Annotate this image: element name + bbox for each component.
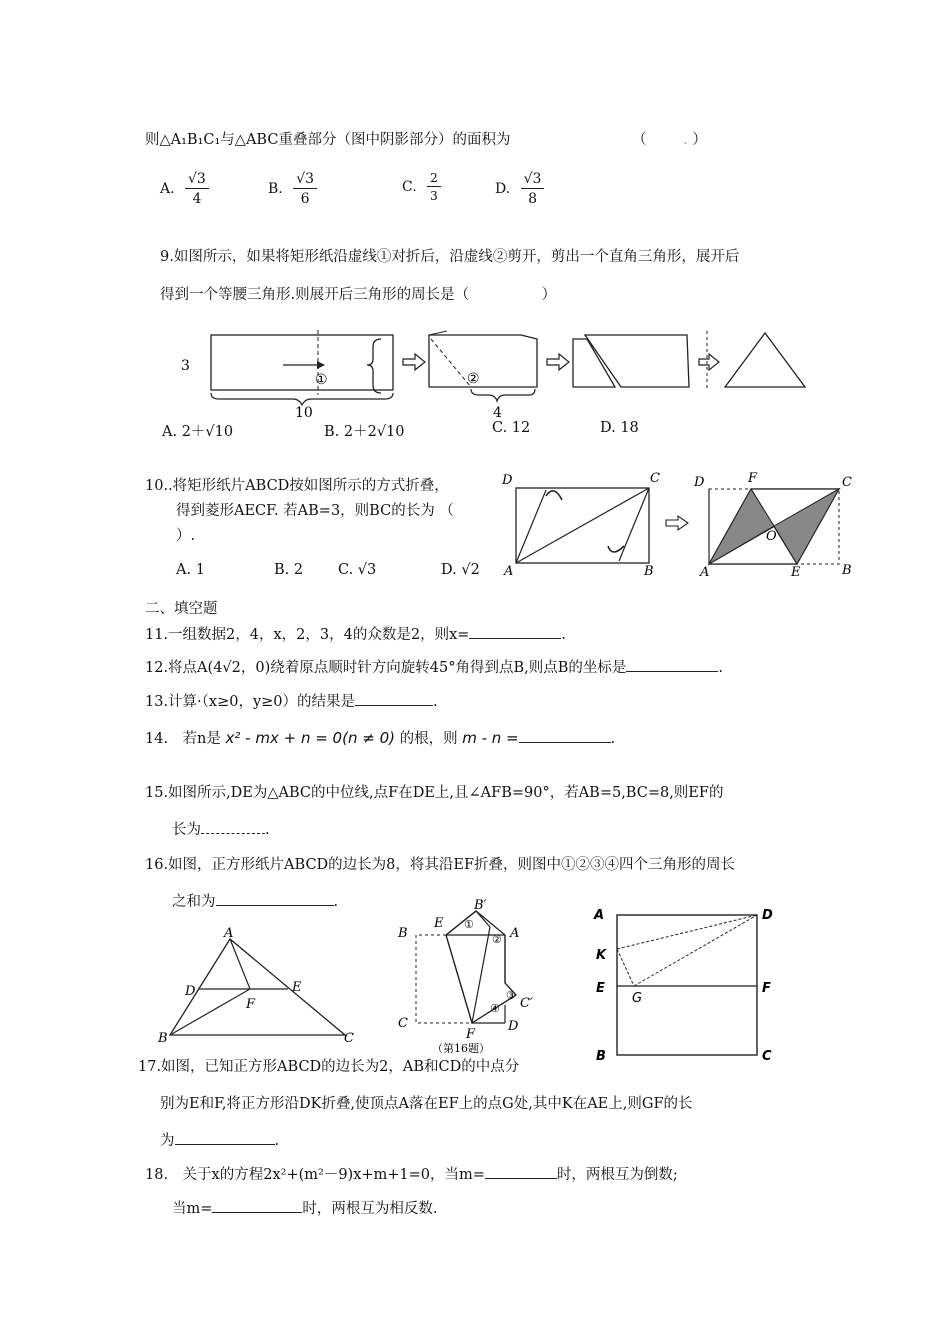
q12-text: 12.将点A(4√2，0)绕着原点顺时针方向旋转45°角得到点B,则点B的坐标是: [145, 660, 627, 676]
q13: 13.计算·（x≥0，y≥0）的结果是 .: [145, 690, 438, 711]
label-F: F: [246, 997, 256, 1012]
brace-4: [471, 389, 535, 401]
q17-line3-text: 为: [160, 1133, 175, 1149]
fold-arrow-icon: [608, 546, 624, 552]
q15-figure: [150, 925, 365, 1047]
q10-option-b: B. 2: [274, 562, 304, 578]
q10-line2: 得到菱形AECF. 若AB=3，则BC的长为 （: [176, 503, 454, 519]
paren-open: （: [632, 132, 647, 148]
arrow-head-icon: [317, 361, 325, 369]
option-denominator: 3: [430, 189, 438, 203]
q14: 14. 若n是 x² - mx + n = 0(n ≠ 0) 的根，则 m - n = .: [145, 729, 616, 747]
label-A: A: [700, 565, 710, 580]
q8-option-b: [268, 172, 317, 206]
label-A: A: [510, 926, 520, 941]
label-D: D: [694, 475, 705, 490]
option-letter: A.: [160, 181, 175, 197]
label-F: F: [466, 1027, 476, 1042]
circle-2: ②: [492, 933, 502, 946]
label-B: B: [158, 1031, 168, 1046]
q10-line3: ）.: [176, 528, 196, 544]
square-abcd: [617, 915, 757, 1055]
label-A: A: [594, 908, 605, 923]
q18-line1-end: 时，两根互为倒数;: [556, 1167, 678, 1183]
answer-blank[interactable]: [355, 691, 433, 706]
label-F: F: [748, 471, 758, 486]
answer-blank[interactable]: [469, 624, 561, 639]
q16-figure: [392, 895, 552, 1057]
q16-line2-text: 之和为: [172, 894, 216, 910]
remaining-piece: [585, 335, 689, 387]
circle-4: ④: [490, 1002, 500, 1015]
label-D: D: [185, 984, 196, 999]
q17-figure: [590, 903, 790, 1065]
label-C-prime: C′: [520, 996, 533, 1011]
circle-1: ①: [464, 918, 474, 931]
label-D: D: [508, 1019, 519, 1034]
section-title: 二、填空题: [145, 601, 218, 617]
q10-option-c: C. √3: [338, 562, 377, 578]
label-D: D: [762, 908, 773, 923]
label-A: A: [224, 926, 234, 941]
answer-blank[interactable]: [175, 1130, 275, 1145]
triangle-abc: [170, 939, 345, 1035]
q16-line1: 16.如图，正方形纸片ABCD的边长为8，将其沿EF折叠，则图中①②③④四个三角形的周长: [145, 857, 736, 873]
label-C: C: [762, 1049, 772, 1064]
q9-option-b: B. 2＋2√10: [324, 424, 405, 440]
figure-caption: （第16题）: [432, 1042, 490, 1055]
option-numerator: 2: [427, 172, 441, 187]
q14-prefix: 14. 若n是: [145, 731, 221, 747]
label-G: G: [632, 991, 643, 1006]
option-denominator: 6: [300, 191, 310, 207]
q18-line1-start: 18. 关于x的方程2x²+(m²－9)x+m+1=0，当m=: [145, 1167, 485, 1183]
q8-answer-paren: （ . ）: [632, 132, 707, 148]
answer-blank[interactable]: [626, 657, 718, 672]
label-E: E: [434, 916, 444, 931]
q9-option-a: A. 2＋√10: [162, 424, 234, 440]
label-C: C: [398, 1016, 408, 1031]
label-B: B: [596, 1049, 606, 1064]
q12: 12.将点A(4√2，0)绕着原点顺时针方向旋转45°角得到点B,则点B的坐标是 .: [145, 656, 723, 677]
label-F: F: [762, 981, 771, 996]
answer-blank[interactable]: [216, 891, 334, 906]
q10-line1: 10..将矩形纸片ABCD按如图所示的方式折叠，: [145, 478, 449, 494]
q10-option-d: D. √2: [441, 562, 480, 578]
label-C: C: [650, 471, 660, 486]
q8-option-a: [160, 172, 209, 206]
label-E: E: [791, 565, 801, 580]
label-E: E: [292, 980, 302, 995]
label-O: O: [766, 529, 777, 544]
q9-option-c: C. 12: [492, 420, 531, 436]
q18-line1: [145, 1163, 678, 1184]
q14-equation: x² - mx + n = 0(n ≠ 0): [225, 729, 395, 747]
q11: 11.一组数据2，4，x，2，3，4的众数是2，则x= .: [145, 623, 566, 644]
q10-option-a: A. 1: [176, 562, 205, 578]
label-C: C: [842, 475, 852, 490]
label-B-prime: B′: [474, 898, 487, 913]
q9-line2: 得到一个等腰三角形.则展开后三角形的周长是（ ）: [160, 287, 557, 303]
option-letter: B.: [268, 181, 283, 197]
q16-line2: 之和为 .: [172, 890, 338, 911]
q15-line1: 15.如图所示,DE为△ABC的中位线,点F在DE上,且∠AFB=90°，若AB=5,BC=8,则EF的: [145, 785, 724, 801]
label-D: D: [502, 473, 513, 488]
hollow-arrow-icon: [403, 354, 425, 370]
option-denominator: 8: [528, 191, 538, 207]
option-numerator: √3: [185, 172, 209, 189]
q9-line1: 9.如图所示，如果将矩形纸沿虚线①对折后，沿虚线②剪开，剪出一个直角三角形，展开后: [160, 249, 740, 265]
label-K: K: [596, 948, 607, 963]
fold-arrow-icon: [546, 491, 562, 500]
q11-text: 11.一组数据2，4，x，2，3，4的众数是2，则x=: [145, 627, 470, 643]
option-denominator: 4: [192, 191, 202, 207]
answer-blank[interactable]: [519, 728, 611, 743]
q15-line2-text: 长为: [172, 822, 201, 838]
q14-mid: 的根，则: [399, 731, 458, 747]
label-B: B: [398, 926, 408, 941]
cut-line-2: [431, 339, 471, 387]
circle-1: ①: [315, 372, 328, 388]
label-B: B: [842, 563, 852, 578]
circle-3: ③: [506, 989, 516, 1002]
label-C: C: [344, 1031, 354, 1046]
q8-option-c: [402, 172, 441, 202]
label-A: A: [504, 564, 514, 579]
q17-line1: 17.如图，已知正方形ABCD的边长为2，AB和CD的中点分: [138, 1059, 520, 1075]
circle-2: ②: [467, 371, 480, 387]
label-10: 10: [295, 405, 313, 421]
brace-10: [211, 393, 393, 405]
isosceles-triangle: [725, 333, 805, 387]
q17-line3: 为 .: [160, 1129, 279, 1150]
q8-option-d: [495, 172, 544, 206]
option-letter: D.: [495, 181, 511, 197]
hollow-arrow-icon: [666, 516, 688, 530]
answer-blank[interactable]: [485, 1164, 557, 1179]
paren-close: ）: [692, 132, 707, 148]
label-4: 4: [493, 405, 502, 421]
option-letter: C.: [402, 179, 417, 195]
q15-line2: 长为 .: [172, 818, 270, 839]
label-3: 3: [181, 358, 190, 374]
q9-option-d: D. 18: [600, 420, 639, 436]
q8-stem: [145, 128, 510, 149]
q18-line2: [172, 1197, 438, 1218]
q13-text: 13.计算·（x≥0，y≥0）的结果是: [145, 694, 356, 710]
cut-triangle-piece: [573, 339, 615, 387]
option-numerator: √3: [293, 172, 317, 189]
q18-line2-end: 时，两根互为相反数.: [302, 1201, 438, 1217]
paper-rectangle: [211, 335, 393, 390]
q14-expression: m - n =: [462, 729, 519, 747]
q18-line2-start: 当m=: [172, 1201, 213, 1217]
answer-blank[interactable]: [201, 819, 265, 834]
hollow-arrow-icon: [699, 354, 719, 370]
q17-line2: 别为E和F,将正方形沿DK折叠,使顶点A落在EF上的点G处,其中K在AE上,则GF的长: [160, 1096, 693, 1112]
label-E: E: [596, 981, 605, 996]
q8-stem-text: 则△A₁B₁C₁与△ABC重叠部分（图中阴影部分）的面积为: [145, 132, 511, 148]
folded-paper: [429, 335, 537, 387]
label-B: B: [644, 564, 654, 579]
answer-blank[interactable]: [212, 1198, 302, 1213]
q10-figure: [498, 468, 863, 583]
q9-figure: [175, 325, 815, 425]
option-numerator: √3: [521, 172, 545, 189]
hollow-arrow-icon: [547, 354, 569, 370]
